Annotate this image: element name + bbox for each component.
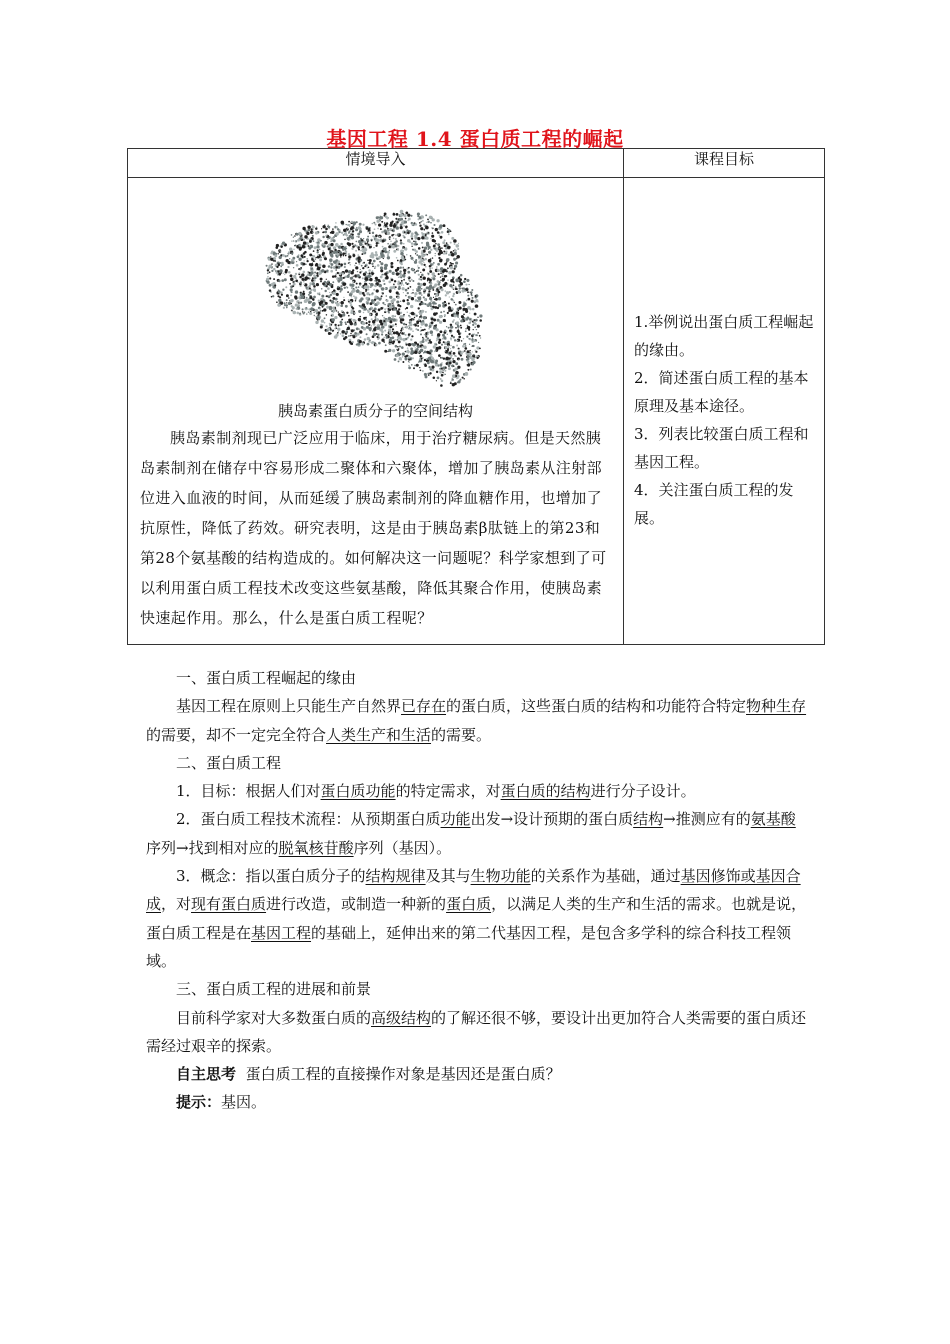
section-heading: 三、蛋白质工程的进展和前景 [176,980,372,999]
situation-story: 胰岛素制剂现已广泛应用于临床，用于治疗糖尿病。但是天然胰岛素制剂在储存中容易形成二聚体和六聚体，增加了胰岛素从注射部位进入血液的时间，从而延缓了胰岛素制剂的降血糖作用，也增加了抗原性，降低了药效。研究表明，这是由于胰岛素β肽链上的第23和第28个氨基酸的结构造成的。如何解决这一问题呢？科学家想到了可以利用蛋白质工程技术改变这些氨基酸，降低其聚合作用，使胰岛素快速起作用。那么，什么是蛋白质工程呢？ [140,429,607,627]
goal-item: 1.举例说出蛋白质工程崛起的缘由。 [634,313,814,359]
situation-cell [128,178,624,645]
goals-cell [624,178,825,645]
goal-item: 4．关注蛋白质工程的发展。 [634,481,794,527]
page-title: 基因工程 1.4 蛋白质工程的崛起 [326,127,624,151]
goal-item: 2．简述蛋白质工程的基本原理及基本途径。 [634,369,809,415]
self-think [146,1060,808,1088]
hint-label: 提示： [176,1093,222,1112]
figure-caption: 胰岛素蛋白质分子的空间结构 [277,402,473,420]
paragraph: 目前科学家对大多数蛋白质的高级结构的了解还很不够，要设计出更加符合人类需要的蛋白质还需经过艰辛的探索。 [146,1008,807,1055]
goals-list [624,178,824,532]
self-think-label: 自主思考 [176,1065,237,1084]
insulin-protein-figure [251,186,501,396]
section-heading: 二、蛋白质工程 [176,753,282,772]
paragraph: 3．概念：指以蛋白质分子的结构规律及其与生物功能的关系作为基础，通过基因修饰或基因合成，对现有蛋白质进行改造，或制造一种新的蛋白质，以满足人类的生产和生活的需求。也就是说，蛋白质工程是在基因工程的基础上，延伸出来的第二代基因工程，是包含多学科的综合科技工程领域。 [146,867,807,970]
hint-answer: 基因。 [221,1093,267,1112]
header-situation [128,149,624,178]
hint [146,1088,808,1116]
paragraph: 基因工程在原则上只能生产自然界已存在的蛋白质，这些蛋白质的结构和功能符合特定物种生存的需要，却不一定完全符合人类生产和生活的需要。 [146,697,807,744]
paragraph: 2．蛋白质工程技术流程：从预期蛋白质功能出发→设计预期的蛋白质结构→推测应有的氨基酸序列→找到相对应的脱氧核苷酸序列（基因）。 [146,810,796,857]
goal-item: 3．列表比较蛋白质工程和基因工程。 [634,425,809,471]
header-situation-label: 情境导入 [345,150,406,168]
intro-table [127,148,825,645]
main-text [146,664,808,1117]
self-think-question: 蛋白质工程的直接操作对象是基因还是蛋白质？ [245,1065,561,1084]
header-goals: 课程目标 [624,149,825,178]
paragraph: 1．目标：根据人们对蛋白质功能的特定需求，对蛋白质的结构进行分子设计。 [176,782,696,801]
section-heading: 一、蛋白质工程崛起的缘由 [176,669,357,687]
